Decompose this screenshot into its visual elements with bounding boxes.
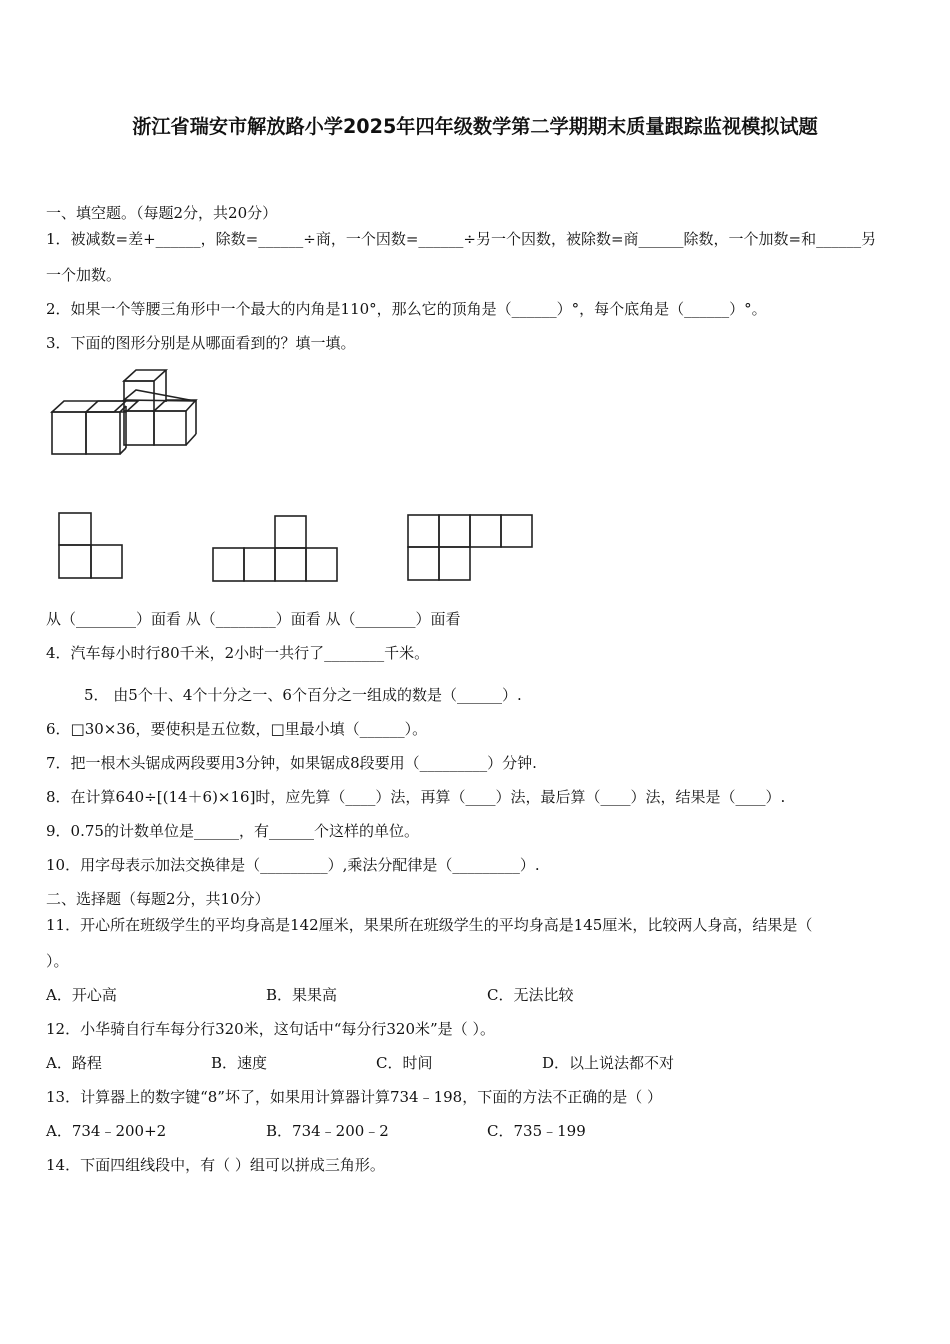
question-5: 5． 由5个十、4个十分之一、6个百分之一组成的数是（______）. [84,686,522,704]
q11-option-a[interactable]: A．开心高 [46,986,117,1004]
view-figure-3 [407,514,535,582]
question-11-line-1: 11．开心所在班级学生的平均身高是142厘米，果果所在班级学生的平均身高是145厘米，比较两人身高，结果是（ [46,916,813,934]
question-7: 7．把一根木头锯成两段要用3分钟，如果锯成8段要用（_________）分钟. [46,754,537,772]
view-figure-1 [58,512,124,580]
q12-option-c[interactable]: C．时间 [376,1054,433,1072]
section-1-heading: 一、填空题。（每题2分，共20分） [46,204,278,222]
page-title: 浙江省瑞安市解放路小学2025年四年级数学第二学期期末质量跟踪监视模拟试题 [132,115,818,138]
q13-option-a[interactable]: A．734﹣200+2 [46,1122,167,1140]
cube-stack-figure [50,368,200,458]
question-11-line-2: ）。 [46,952,69,970]
question-6: 6．□30×36，要使积是五位数，□里最小填（______）。 [46,720,428,738]
q13-option-b[interactable]: B．734﹣200﹣2 [266,1122,389,1140]
question-1-line-1: 1．被减数=差+______，除数=______÷商，一个因数=______÷另一个因数，被除数=商______除数，一个加数=和______另 [46,230,877,248]
question-8: 8．在计算640÷[(14＋6)×16]时，应先算（____）法，再算（____）法，最后算（____）法，结果是（____）. [46,788,786,806]
q12-option-b[interactable]: B．速度 [211,1054,268,1072]
q11-option-c[interactable]: C．无法比较 [487,986,574,1004]
section-2-heading: 二、选择题（每题2分，共10分） [46,890,270,908]
view-figure-2 [212,515,340,583]
q13-option-c[interactable]: C．735﹣199 [487,1122,586,1140]
question-10: 10．用字母表示加法交换律是（_________）,乘法分配律是（_________）. [46,856,540,874]
q12-option-a[interactable]: A．路程 [46,1054,102,1072]
question-2: 2．如果一个等腰三角形中一个最大的内角是110°，那么它的顶角是（______）°，每个底角是（______）°。 [46,300,767,318]
question-12: 12．小华骑自行车每分行320米，这句话中“每分行320米”是（ ）。 [46,1020,495,1038]
q12-option-d[interactable]: D．以上说法都不对 [542,1054,675,1072]
question-1-line-2: 一个加数。 [46,266,122,284]
question-14: 14．下面四组线段中，有（ ）组可以拼成三角形。 [46,1156,385,1174]
question-3-answers: 从（________）面看 从（________）面看 从（________）面看 [46,610,461,628]
question-3: 3．下面的图形分别是从哪面看到的？填一填。 [46,334,356,352]
q11-option-b[interactable]: B．果果高 [266,986,338,1004]
question-4: 4．汽车每小时行80千米，2小时一共行了________千米。 [46,644,430,662]
question-9: 9．0.75的计数单位是______，有______个这样的单位。 [46,822,419,840]
question-13: 13．计算器上的数字键“8”坏了，如果用计算器计算734﹣198，下面的方法不正确的是（ ） [46,1088,662,1106]
